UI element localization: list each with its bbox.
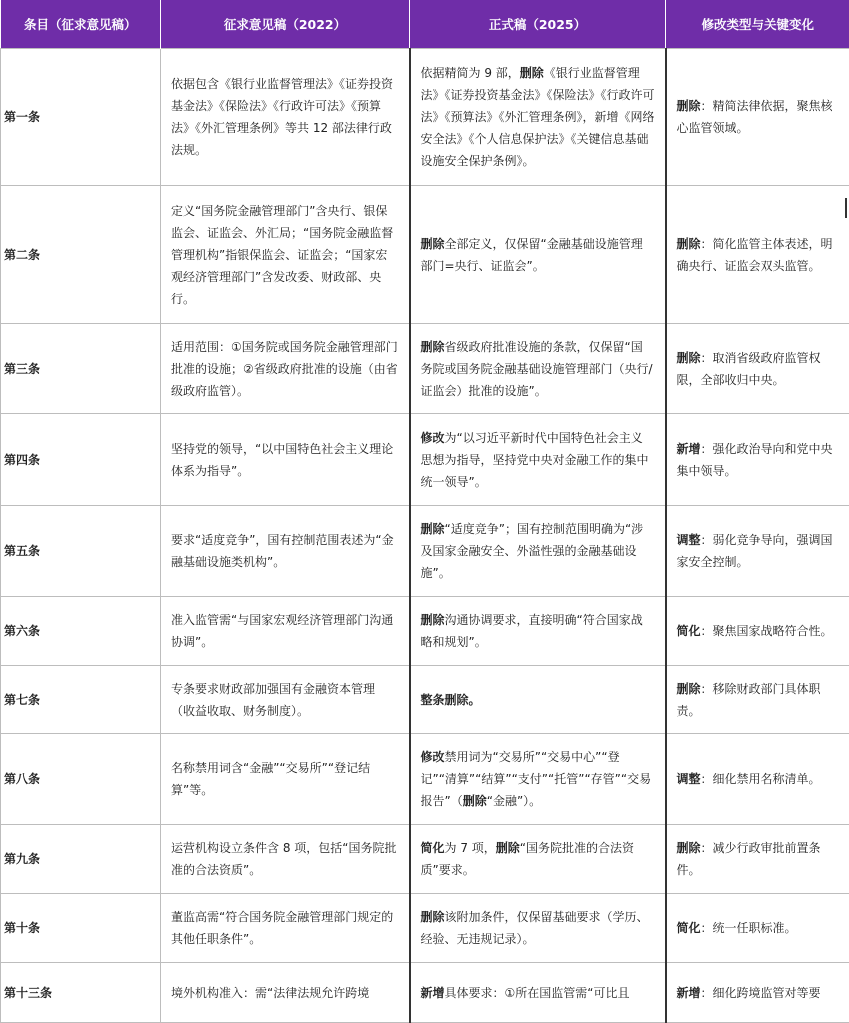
final-keyword: 新增 [421, 986, 445, 1000]
change-type: 新增 [677, 986, 701, 1000]
header-article: 条目（征求意见稿） [1, 0, 161, 49]
change-type: 简化 [677, 624, 701, 638]
article-cell: 第六条 [1, 597, 161, 666]
final-text: 依据精简为 9 部， [421, 66, 520, 80]
change-cell [666, 324, 849, 414]
table-row [1, 186, 849, 324]
change-text: ：强化政治导向和党中央集中领导。 [677, 442, 833, 478]
change-cell [666, 49, 849, 186]
final-keyword: 整条删除。 [421, 693, 481, 707]
change-text: ：细化跨境监管对等要 [701, 986, 821, 1000]
change-type: 删除 [677, 99, 701, 113]
change-type: 删除 [677, 351, 701, 365]
article-cell: 第四条 [1, 414, 161, 506]
header-final: 正式稿（2025） [410, 0, 666, 49]
final-text: 具体要求：①所在国监管需“可比且 [445, 986, 630, 1000]
change-cell [666, 734, 849, 825]
change-type: 删除 [677, 237, 701, 251]
draft-cell: 依据包含《银行业监督管理法》《证券投资基金法》《保险法》《行政许可法》《预算法》《外汇管理条例》等共 12 部法律行政法规。 [161, 49, 410, 186]
table-header-row [1, 0, 849, 49]
change-cell [666, 825, 849, 894]
change-text: ：聚焦国家战略符合性。 [701, 624, 833, 638]
final-cell [410, 49, 666, 186]
table-row [1, 324, 849, 414]
final-cell [410, 825, 666, 894]
final-text: “适度竞争”；国有控制范围明确为“涉及国家金融安全、外溢性强的金融基础设施”。 [421, 522, 644, 580]
final-cell [410, 324, 666, 414]
draft-cell: 董监高需“符合国务院金融管理部门规定的其他任职条件”。 [161, 894, 410, 963]
article-cell: 第三条 [1, 324, 161, 414]
final-cell [410, 734, 666, 825]
article-cell: 第七条 [1, 666, 161, 734]
change-type: 简化 [677, 921, 701, 935]
change-type: 调整 [677, 533, 701, 547]
change-type: 删除 [677, 682, 701, 696]
change-type: 调整 [677, 772, 701, 786]
table-row [1, 597, 849, 666]
draft-cell: 要求“适度竞争”，国有控制范围表述为“金融基础设施类机构”。 [161, 506, 410, 597]
header-change: 修改类型与关键变化 [666, 0, 849, 49]
final-text: 该附加条件，仅保留基础要求（学历、经验、无违规记录）。 [421, 910, 649, 946]
final-keyword: 修改 [421, 750, 445, 764]
final-keyword: 删除 [421, 237, 445, 251]
article-cell: 第八条 [1, 734, 161, 825]
change-text: ：移除财政部门具体职责。 [677, 682, 821, 718]
final-text: 全部定义，仅保留“金融基础设施管理部门=央行、证监会”。 [421, 237, 643, 273]
article-cell: 第十条 [1, 894, 161, 963]
change-text: ：简化监管主体表述，明确央行、证监会双头监管。 [677, 237, 833, 273]
final-cell [410, 414, 666, 506]
draft-cell: 坚持党的领导，“以中国特色社会主义理论体系为指导”。 [161, 414, 410, 506]
final-keyword: 删除 [463, 794, 487, 808]
final-cell [410, 597, 666, 666]
final-cell [410, 186, 666, 324]
final-cell [410, 666, 666, 734]
final-text: 为 7 项， [445, 841, 496, 855]
change-cell [666, 186, 849, 324]
final-keyword: 修改 [421, 431, 445, 445]
change-cell [666, 506, 849, 597]
article-cell: 第十三条 [1, 963, 161, 1023]
final-cell [410, 506, 666, 597]
change-text: ：统一任职标准。 [701, 921, 797, 935]
change-cell [666, 666, 849, 734]
final-keyword: 删除 [421, 910, 445, 924]
final-keyword: 删除 [421, 340, 445, 354]
table-row [1, 49, 849, 186]
draft-cell: 准入监管需“与国家宏观经济管理部门沟通协调”。 [161, 597, 410, 666]
final-cell [410, 894, 666, 963]
table-row [1, 414, 849, 506]
change-type: 删除 [677, 841, 701, 855]
article-cell: 第二条 [1, 186, 161, 324]
final-text: 沟通协调要求，直接明确“符合国家战略和规划”。 [421, 613, 643, 649]
draft-cell: 专条要求财政部加强国有金融资本管理（收益收取、财务制度）。 [161, 666, 410, 734]
text-cursor [845, 198, 847, 218]
table-row [1, 894, 849, 963]
change-text: ：取消省级政府监管权限，全部收归中央。 [677, 351, 821, 387]
article-cell: 第九条 [1, 825, 161, 894]
final-keyword: 删除 [421, 522, 445, 536]
final-keyword: 删除 [421, 613, 445, 627]
table-row [1, 825, 849, 894]
final-text: “国务院批准的合法资质”要求。 [421, 841, 635, 877]
table-row [1, 666, 849, 734]
draft-cell: 定义“国务院金融管理部门”含央行、银保监会、证监会、外汇局；“国务院金融监督管理机构”指银保监会、证监会；“国家宏观经济管理部门”含发改委、财政部、央行。 [161, 186, 410, 324]
draft-cell: 适用范围：①国务院或国务院金融管理部门批准的设施；②省级政府批准的设施（由省级政府监管）。 [161, 324, 410, 414]
draft-cell: 运营机构设立条件含 8 项，包括“国务院批准的合法资质”。 [161, 825, 410, 894]
table-row [1, 506, 849, 597]
change-cell [666, 597, 849, 666]
final-text: “金融”）。 [487, 794, 541, 808]
final-text: 《银行业监督管理法》《证券投资基金法》《保险法》《行政许可法》《预算法》《外汇管理条例》，新增《网络安全法》《个人信息保护法》《关键信息基础设施安全保护条例》。 [421, 66, 655, 168]
final-text: 禁用词为“交易所”“交易中心”“登记”“清算”“结算”“支付”“托管”“存管”“交易报告”（ [421, 750, 652, 808]
change-text: ：弱化竞争导向，强调国家安全控制。 [677, 533, 833, 569]
table-row [1, 734, 849, 825]
article-cell: 第一条 [1, 49, 161, 186]
draft-cell: 名称禁用词含“金融”“交易所”“登记结算”等。 [161, 734, 410, 825]
final-keyword: 删除 [496, 841, 520, 855]
change-cell [666, 414, 849, 506]
change-text: ：精简法律依据，聚焦核心监管领域。 [677, 99, 833, 135]
change-cell [666, 963, 849, 1023]
final-keyword: 删除 [520, 66, 544, 80]
final-keyword: 简化 [421, 841, 445, 855]
change-cell [666, 894, 849, 963]
header-draft: 征求意见稿（2022） [161, 0, 410, 49]
final-text: 省级政府批准设施的条款，仅保留“国务院或国务院金融基础设施管理部门（央行/证监会）批准的设施”。 [421, 340, 653, 398]
table-row [1, 963, 849, 1023]
change-type: 新增 [677, 442, 701, 456]
final-text: 为“以习近平新时代中国特色社会主义思想为指导，坚持党中央对金融工作的集中统一领导”。 [421, 431, 649, 489]
change-text: ：细化禁用名称清单。 [701, 772, 821, 786]
article-cell: 第五条 [1, 506, 161, 597]
draft-cell: 境外机构准入：需“法律法规允许跨境 [161, 963, 410, 1023]
final-cell [410, 963, 666, 1023]
change-text: ：减少行政审批前置条件。 [677, 841, 821, 877]
